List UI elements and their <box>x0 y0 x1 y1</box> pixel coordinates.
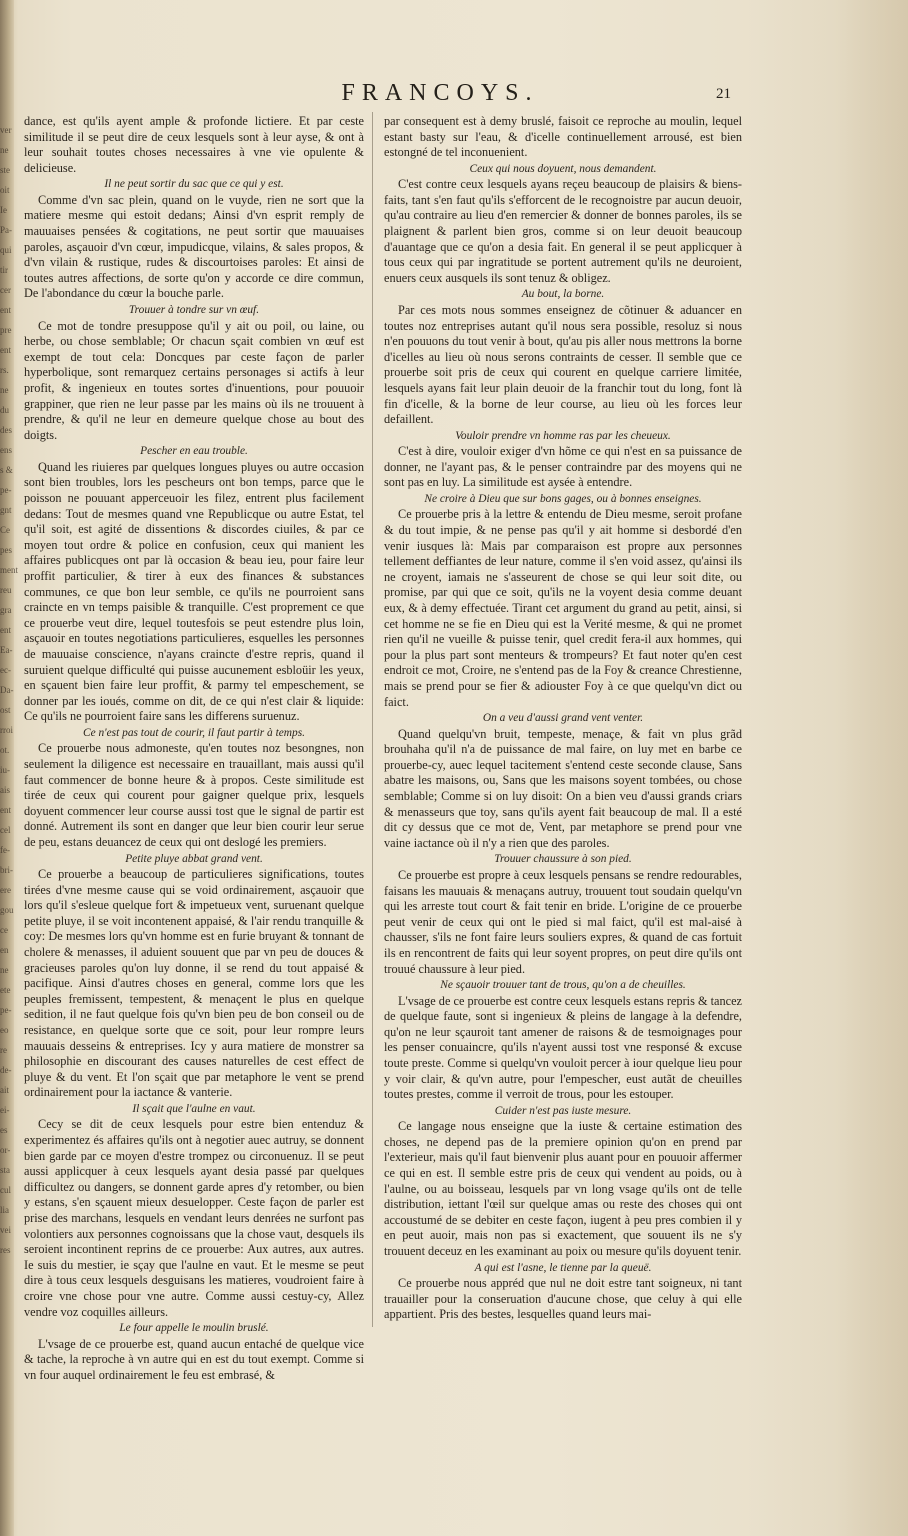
margin-fragment: gra <box>0 605 12 615</box>
margin-fragment: gnt <box>0 505 12 515</box>
margin-fragment: des <box>0 425 12 435</box>
margin-fragment: gou <box>0 905 14 915</box>
margin-fragment: ne <box>0 965 9 975</box>
margin-fragment: pes <box>0 545 12 555</box>
margin-fragment: bri- <box>0 865 13 875</box>
margin-fragment: de- <box>0 1065 12 1075</box>
left-column <box>24 114 364 1384</box>
margin-fragment: Ce <box>0 525 10 535</box>
margin-fragment: qui <box>0 245 12 255</box>
margin-fragment: ens <box>0 445 12 455</box>
margin-fragment: ait <box>0 1085 9 1095</box>
margin-fragment: or- <box>0 1145 11 1155</box>
continued-paragraph: dance, est qu'ils ayent ample & profonde lictiere. Et par ceste similitude il se peut dire de ceux lesquels sont à leur ayse, & ont à leur souhait toutes choses necessaires à vne vie opulente & delicieuse. <box>24 114 364 175</box>
body-paragraph: Ce prouerbe nous appréd que nul ne doit estre tant soigneux, ni tant trauailler pour la conseruation d'aucune chose, que celuy à qui elle appartient. Pris des bestes, lesquelles quand leurs mai- <box>384 1276 742 1322</box>
margin-fragment: ste <box>0 165 10 175</box>
body-paragraph: C'est à dire, vouloir exiger d'vn hõme ce qui n'est en sa puissance de donner, ne l'ayant pas, & le penser contraindre par des moyens qui ne sont pas en luy. La similitude est aysée à entendre. <box>384 444 742 490</box>
margin-fragment: iu- <box>0 765 10 775</box>
body-paragraph: Ce langage nous enseigne que la iuste & certaine estimation des choses, ne depend pas de la premiere opinion qu'on en prend par l'exterieur, mais qu'il faut bienvenir plus auant pour en pouuoir affermer ce qui en est. Il semble estre pris de ceux qui vendent au poids, ou à l'aulne, ou au boisseau, lesquels par vn long vsage qu'ils ont de telle distribution, iettant l'œil sur quelque amas ou reste des choses qui ont accoustumé de se debiter en ceste façon, iugent à peu pres combien il y en peut auoir, mais non pas si exactement, que souuent ils ne s'y trouuent deceuz en les examinant au poix ou mesure qu'ils doyuent tenir. <box>384 1119 742 1258</box>
body-paragraph: L'vsage de ce prouerbe est contre ceux lesquels estans repris & tancez de quelque faute, sont si ingenieux & pleins de langage à la defendre, qu'on ne leur sçauroit tant amener de raisons & de tesmoignages pour les penser conuaincre, qu'ils n'ayent aussi tost vne responsé & excuse toute preste. Comme si quelqu'vn vouloit percer à iour quelque lieu pour y voir clair, & qu'vn autre, pour l'empescher, eust autãt de cheuilles toutes prestes, comme il verroit de trous, pour les estouper. <box>384 993 742 1102</box>
margin-fragment: pe- <box>0 485 12 495</box>
proverb-heading: Petite pluye abbat grand vent. <box>125 852 263 865</box>
body-paragraph: Par ces mots nous sommes enseignez de cõtinuer & aduancer en toutes noz entreprises autant qu'il nous sera possible, resoluz si nous n'en pouuons du tout venir à bout, qu'au pis aller nous mettrons la borne d'icelles au lieu où nous serons contraints de cesser. Il semble que ce prouerbe soit pris de ceux qui courent en quelque carriere limitée, lesquels ayans fait leur plain deuoir de la franchir tout du long, font là fin d'icelle, & la borne de leur course, au lieu où les forces leur defaillent. <box>384 302 742 427</box>
proverb-heading: Le four appelle le moulin bruslé. <box>119 1322 269 1335</box>
body-paragraph: Cecy se dit de ceux lesquels pour estre bien entenduz & experimentez és affaires qu'ils ont à negotier auec autruy, se donnent bien garde par ce moyen d'estre trompez ou circonuenuz. Il se peut aussi applicquer à ceux lesquels ayant desia passé par quelques difficultez ou dangers, se donnent garde apres d'y retomber, ou bien y estans, s'en sçauent mieux desuelopper. Ceste façon de parler est prise des marchans, lesquels en vendant leurs denrées ne surfont pas volontiers aux personnes cognoissans que la chose vaut, desquels ils seroient incontinent reprins de ce prouerbe: Aux autres, aux autres. Ie suis du mestier, ie sçay que l'aulne en vaut. Et le mesme se peut dire à tous ceux lesquels desguisans les matieres, voudroient faire à croire vne chose pour vne autre. Comme aussi cestuy-cy, Allez vendre voz coquilles ailleurs. <box>24 1117 364 1319</box>
margin-fragment: ei- <box>0 1105 10 1115</box>
proverb-heading: Ceux qui nous doyuent, nous demandent. <box>469 162 657 175</box>
margin-fragment: ment <box>0 565 18 575</box>
body-paragraph: Quand quelqu'vn bruit, tempeste, menaçe, & fait vn plus grãd brouhaha qu'il n'a de puissance de mal faire, on luy met en barbe ce prouerbe-cy, auec lequel tacitement s'entend ceste seconde clause, Sans abatre les maisons, ou, Sans que les maisons soyent tombées, ou chose semblable; Comme si on luy disoit: On a bien veu d'aussi grands criars & menasseurs que toy, sans qu'ils ayent fait beaucoup de mal. Il a esté dit cy dessus que ce mot de, Vent, par metaphore se prend pour vne vaine iactance où il n'y a rien que des paroles. <box>384 726 742 850</box>
margin-fragment: Ea- <box>0 645 13 655</box>
margin-fragment: lia <box>0 1205 9 1215</box>
margin-fragment: Ie <box>0 205 7 215</box>
proverb-heading: Vouloir prendre vn homme ras par les cheueux. <box>455 429 671 442</box>
body-paragraph: Quand les riuieres par quelques longues pluyes ou autre occasion sont bien troubles, lors les pescheurs ont bon temps, parce que le poisson ne pouuant apperceuoir les filez, entrent plus facilement dedans: Tout de mesmes quand vne Republicque ou autre Estat, tel qu'il soit, est agité de dissentions & discordes ciuiles, & par ce moyen tout ordre & police en confusion, ceux qui manient les affaires publicques ont par là occasion & beau ieu, pour faire leur proffit particulier, & tirer à eux des finances & substances communes, ce que bon leur semble, ce qu'ils ne pourroient sans craincte en vn temps paisible & tranquille. C'est proprement ce que ce prouerbe veut dire, lequel toutesfois se peut estendre plus loin, asçauoir en toutes negotiations particulieres, esquelles les personnes de mauuaise conscience, n'ayans craincte d'estre repris, quand il suruient quelque difficulté qui puisse aucunement esbloüir les yeux, en sçauent bien faire leur proffit, & parmy tel empeschement, se donner par les ioués, comme on dit, de ce qui n'est clair & liquide: Ce qu'ils ne pourroient faire sans les differens suruenuz. <box>24 459 364 724</box>
proverb-heading: A qui est l'asne, le tienne par la queuë. <box>474 1261 652 1274</box>
margin-fragment: cer <box>0 285 11 295</box>
margin-fragment: es <box>0 1125 8 1135</box>
margin-fragment: ot. <box>0 745 10 755</box>
margin-fragment: vei <box>0 1225 11 1235</box>
body-paragraph: Comme d'vn sac plein, quand on le vuyde, rien ne sort que la matiere mesme qui estoit dedans; Ainsi d'vn esprit remply de mauuaises pensées & cogitations, ne peut sortir que mauuaises paroles, asçauoir d'vn cœur, impudicque, vilains, & sales propos, & d'vn vilain & rustique, rudes & discourtoises paroles: Et ainsi de toutes autres affections, de sorte qu'on y accorde ce dire commun, De l'abondance du cœur la bouche parle. <box>24 192 364 301</box>
margin-fragment: re <box>0 1045 7 1055</box>
body-paragraph: C'est contre ceux lesquels ayans reçeu beaucoup de plaisirs & biens-faits, tant s'en faut qu'ils s'efforcent de le recognoistre par aucun deuoir, qu'au contraire au lieu d'en remercier & donner de bonnes paroles, ils se plaignent & parlent bien gros, comme si on leur deuoit beaucoup d'auantage que ce qu'on a desia fait. En general il se peut applicquer à tous ceux qui par ingratitude se portent autrement qu'ils ne deuroient, enuers ceux ausquels ils sont tenuz & obligez. <box>384 177 742 285</box>
margin-fragment: oit <box>0 185 10 195</box>
proverb-heading: Ne croire à Dieu que sur bons gages, ou à bonnes enseignes. <box>424 492 702 505</box>
margin-fragment: Pa- <box>0 225 12 235</box>
margin-fragment: ne <box>0 145 9 155</box>
margin-fragment: ais <box>0 785 10 795</box>
margin-fragment: eo <box>0 1025 9 1035</box>
proverb-heading: Ce n'est pas tout de courir, il faut partir à temps. <box>82 726 306 739</box>
margin-fragment: ent <box>0 805 11 815</box>
margin-fragment: tir <box>0 265 8 275</box>
proverb-heading: Pescher en eau trouble. <box>140 445 248 458</box>
body-paragraph: Ce mot de tondre presuppose qu'il y ait ou poil, ou laine, ou herbe, ou chose semblable; Or chacun sçait combien vn œuf est exempt de tout cela: Doncques par ceste façon de parler hyperbolique, sont remarquez certains personages si actifs à leur profit, & ingenieux en toutes sortes d'inuentions, pour pouuoir grappiner, que rien ne leur passe par les mains où ils ne trouuent à prendre, & qu'il ne leur en demeure quelque chose au bout des doigts. <box>24 318 364 442</box>
body-paragraph: Ce prouerbe nous admoneste, qu'en toutes noz besongnes, non seulement la diligence est necessaire en trauaillant, mais aussi qu'il faut commencer de bonne heure & à propos. Ceste similitude est tirée de ceux qui courent pour gaigner quelque prix, lesquels doyuent commencer leur course aussi tost que le signal de partir est donné. Autrement ils sont en danger que leur bien courir leur serue de peu, estans deuancez de ceux qui ont deslogé les premiers. <box>24 741 364 849</box>
proverb-heading: Il sçait que l'aulne en vaut. <box>132 1102 256 1115</box>
proverb-heading: Ne sçauoir trouuer tant de trous, qu'on a de cheuilles. <box>440 979 686 992</box>
margin-fragment: ere <box>0 885 11 895</box>
margin-fragment: ost <box>0 705 11 715</box>
margin-fragment: pre <box>0 325 12 335</box>
proverb-heading: Trouuer chaussure à son pied. <box>494 853 632 866</box>
margin-fragment: ver <box>0 125 12 135</box>
body-paragraph: Ce prouerbe a beaucoup de particulieres significations, toutes tirées d'vne mesme cause qui se void ordinairement, asçauoir que lors qu'il s'esleue quelque fort & impetueux vent, suruenant quelque petite pluye, il se voit incontenent appaisé, & l'air rendu tranquille & coy: De mesmes lors qu'vn homme est en furie bruyant & tonnant de cholere & menasses, il aduient souuent que par vn peu de douces & gracieuses paroles qu'on luy donne, il se rend du tout appaisé & pacifique. Ainsi d'autres choses en general, comme lors que les peuples fremissent, tempestent, & menaçent le plus en quelque sedition, il ne faut quelque fois qu'vn bien peu de bon conseil ou de resistance, en quelque sorte que ce soit, pour leur rompre leurs mauuais desseins & entreprises. Icy y aura matiere de monstrer sa philosophie en discourant des causes naturelles de cest effect de pluye & du vent. Et l'on sçait que par metaphore le vent se prend ordinairement pour la iactance & vanterie. <box>24 867 364 1100</box>
column-divider <box>372 112 373 1327</box>
margin-fragment: ne <box>0 385 9 395</box>
margin-fragment: ete <box>0 985 11 995</box>
facing-page-margin-fragments <box>0 120 22 1360</box>
margin-fragment: fe- <box>0 845 10 855</box>
continued-paragraph: par consequent est à demy bruslé, faisoit ce reproche au moulin, lequel estant basty sur l'eau, & d'icelle continuellement arrousé, est bien estongné de tel inconuenient. <box>384 114 742 160</box>
margin-fragment: ent <box>0 625 11 635</box>
paper-shading <box>748 0 908 1536</box>
proverb-heading: Il ne peut sortir du sac que ce qui y est. <box>104 178 284 191</box>
right-column <box>384 114 742 1324</box>
margin-fragment: ent <box>0 345 11 355</box>
running-head: FRANCOYS. <box>341 80 539 106</box>
body-paragraph: Ce prouerbe est propre à ceux lesquels pensans se rendre redourables, faisans les mauuais & menaçans autruy, trouuent tout soudain quelqu'vn qui les arreste tout court & fait tenir en bride. L'origine de ce prouerbe peut venir de ceux qui ont le pied si mal faict, qu'il est mal-aisé à chausser, s'ils ne font faire leurs souliers expres, & quand de cas fortuit ils en rencontrent de faits qui leur soyent propres, on peut dire qu'ils ont trouué chaussure à leur pied. <box>384 867 742 976</box>
proverb-heading: Au bout, la borne. <box>521 288 605 301</box>
body-paragraph: Ce prouerbe pris à la lettre & entendu de Dieu mesme, seroit profane & du tout impie, & ne pense pas qu'il y ait homme si desbordé d'en venir iusques là: Mais par comparaison est propre aux personnes tellement deffiantes de leur nature, comme il s'en void assez, qu'ainsi ils ne croyent, iamais ne s'asseurent de chose se qui leur soit dite, ou promise, par qui que ce soit, qu'ils ne la voyent desia comme deuant eux, & à demy effectuée. Tirant cet argument du grand au petit, ainsi, si cet homme ne se fie en Dieu qui est la Verité mesme, & qui ne promet rien qu'il ne vueille & puisse tenir, quel credit fera-il aux hommes, qui pour la plus part sont menteurs & trompeurs? Et faut noter qu'en cest endroit ce mot, Croire, ne s'entend pas de la Foy & creance Chrestienne, mais se prend pour se fier & adiouster Foy à ce que quelqu'vn dict ou faict. <box>384 507 742 709</box>
body-paragraph: L'vsage de ce prouerbe est, quand aucun entaché de quelque vice & tache, la reproche à vn autre qui en est du tout exempt. Comme si vn four auquel ordinairement le feu est embrasé, & <box>24 1336 364 1382</box>
page-number: 21 <box>716 86 731 102</box>
margin-fragment: en <box>0 945 9 955</box>
margin-fragment: res <box>0 1245 11 1255</box>
margin-fragment: cul <box>0 1185 11 1195</box>
proverb-heading: Trouuer à tondre sur vn œuf. <box>128 304 260 317</box>
margin-fragment: Da- <box>0 685 14 695</box>
margin-fragment: ec- <box>0 665 11 675</box>
margin-fragment: pe- <box>0 1005 12 1015</box>
margin-fragment: ent <box>0 305 11 315</box>
margin-fragment: cel <box>0 825 11 835</box>
margin-fragment: sta <box>0 1165 10 1175</box>
margin-fragment: ce <box>0 925 8 935</box>
margin-fragment: reu <box>0 585 12 595</box>
margin-fragment: rs. <box>0 365 9 375</box>
proverb-heading: Cuider n'est pas iuste mesure. <box>494 1104 632 1117</box>
margin-fragment: s & <box>0 465 13 475</box>
proverb-heading: On a veu d'aussi grand vent venter. <box>482 712 644 725</box>
margin-fragment: rroi <box>0 725 13 735</box>
margin-fragment: du <box>0 405 9 415</box>
